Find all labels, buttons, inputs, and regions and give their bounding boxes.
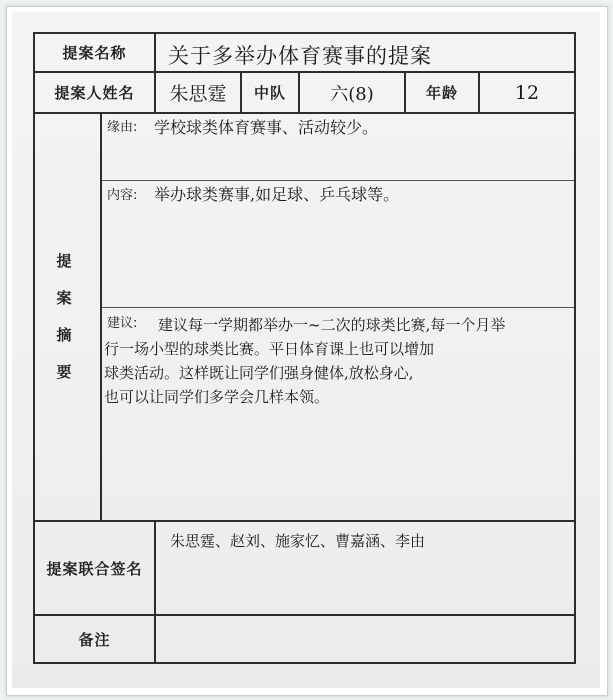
summary-label (34, 243, 94, 391)
suggestion-line: 建议每一学期都举办一~二次的球类比赛,每一个月举 (158, 316, 506, 334)
grid-line (154, 520, 156, 664)
cosign-label: 提案联合签名 (46, 559, 143, 578)
grid-line (574, 32, 576, 664)
proposal-title-label: 提案名称 (62, 44, 127, 62)
grid-line (100, 307, 576, 308)
proposer-name-label: 提案人姓名 (54, 84, 135, 102)
content-label: 内容: (107, 188, 138, 203)
grid-line (100, 112, 102, 520)
grid-line (100, 180, 576, 181)
grid-line (33, 112, 576, 114)
proposal-title-value: 关于多举办体育赛事的提案 (168, 44, 432, 68)
squad-label: 中队 (253, 84, 286, 102)
squad-value: 六(8) (330, 83, 374, 105)
suggestion-label: 建议: (107, 316, 138, 331)
remark-label: 备注 (78, 630, 111, 649)
suggestion-line: 球类活动。这样既让同学们强身健体,放松身心, (104, 364, 414, 382)
suggestion-line: 行一场小型的球类比赛。平日体育课上也可以增加 (104, 340, 435, 358)
content-value: 举办球类赛事,如足球、乒乓球等。 (154, 185, 400, 204)
summary-label-char: 提 (56, 252, 72, 270)
reason-value: 学校球类体育赛事、活动较少。 (154, 118, 379, 137)
reason-label: 缘由: (107, 120, 138, 135)
summary-label-char: 摘 (56, 326, 72, 344)
summary-label-char: 要 (56, 363, 72, 381)
grid-line (33, 662, 576, 664)
age-label: 年龄 (425, 84, 458, 102)
proposer-name-value: 朱思霆 (169, 83, 227, 105)
cosign-value: 朱思霆、赵刘、施家忆、曹嘉涵、李由 (170, 532, 426, 550)
summary-label-char: 案 (56, 289, 72, 307)
suggestion-line: 也可以让同学们多学会几样本领。 (104, 388, 330, 406)
age-value: 12 (514, 81, 540, 104)
